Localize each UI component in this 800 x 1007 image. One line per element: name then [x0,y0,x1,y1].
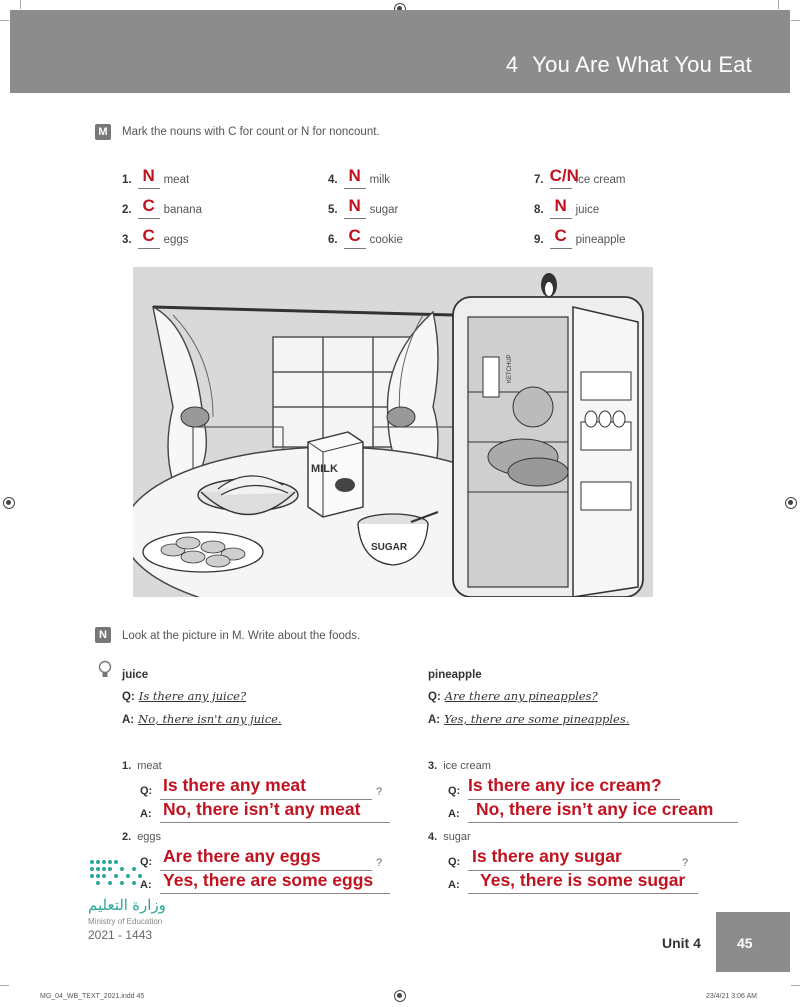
noun-item [328,168,390,188]
noun-word: sugar [369,204,399,216]
noun-answer: C/N [549,166,579,185]
noun-word: milk [369,174,391,186]
page-number-box [716,912,790,972]
answer-blank [550,228,572,249]
noun-answer: C [348,226,361,245]
a-label: A: [140,808,152,820]
answer-blank [344,198,366,219]
noun-item [534,228,625,248]
answer-line [160,893,390,894]
unit-title: You Are What You Eat [532,52,752,77]
crop-mark [791,985,800,986]
noun-answer: N [348,196,361,215]
noun-number: 8. [534,204,544,216]
q-label: Q: [140,785,153,797]
noun-item [122,228,189,248]
answer-blank [138,228,160,249]
crop-mark [0,20,9,21]
crop-mark [791,20,800,21]
answer-question: Is there any sugar [472,846,622,866]
noun-answer: C [142,196,155,215]
crop-mark [778,0,779,9]
unit-number: 4 [505,52,519,77]
answer-question: Is there any ice cream? [468,775,662,795]
noun-word: ice cream [575,174,626,186]
noun-answer: C [142,226,155,245]
noun-answer: N [142,166,155,185]
noun-number: 9. [534,234,544,246]
question-mark: ? [376,857,383,869]
question-mark: ? [682,857,689,869]
section-n-badge: N [95,627,111,643]
answer-blank [344,228,366,249]
noun-word: cookie [369,234,403,246]
ministry-english: Ministry of Education [88,917,163,926]
answer-sentence: Yes, there are some eggs [163,870,374,890]
noun-item [534,168,625,188]
answer-blank [138,168,160,189]
ministry-year: 2021 - 1443 [88,928,153,942]
answer-question: Are there any eggs [163,846,321,866]
noun-item [328,198,398,218]
noun-number: 2. [122,204,132,216]
q-label: Q: [140,856,153,868]
q-label: Q: [448,785,461,797]
ministry-arabic: وزارة التعليم [88,897,166,914]
footer-unit: Unit 4 [662,935,701,951]
answer-line [468,893,698,894]
answer-question: Is there any meat [163,775,306,795]
exercise-item-label: 4. sugar [428,831,471,843]
noun-item [122,198,202,218]
section-m-instruction: Mark the nouns with C for count or N for noncount. [122,126,380,138]
noun-number: 5. [328,204,338,216]
ketchup-label: KETCHUP [507,354,513,383]
registration-mark-icon [3,497,15,509]
exercise-item-label: 2. eggs [122,831,162,843]
a-label: A: [448,808,460,820]
noun-word: pineapple [575,234,626,246]
example-word: pineapple [428,669,482,681]
example-question: Is there any juice? [138,689,247,703]
noun-word: banana [163,204,202,216]
example-word: juice [122,669,149,681]
example-answer: No, there isn't any juice. [138,712,282,726]
page-number: 45 [737,935,753,951]
noun-number: 7. [534,174,544,186]
sugar-label: SUGAR [371,542,408,553]
noun-item [328,228,403,248]
noun-number: 3. [122,234,132,246]
noun-number: 1. [122,174,132,186]
registration-mark-icon [785,497,797,509]
example-question-row: Q: Are there any pineapples? [428,689,598,703]
page-title [506,52,752,78]
print-date: 23/4/21 3:06 AM [706,993,757,1000]
example-answer: Yes, there are some pineapples. [444,712,630,726]
refrigerator [453,273,643,597]
crop-mark [20,0,21,9]
example-answer-row: A: No, there isn't any juice. [122,712,282,726]
answer-blank [549,166,579,189]
answer-line [468,822,738,823]
ministry-logo-icon [88,856,158,892]
kitchen-picture [133,267,653,597]
answer-blank [344,168,366,189]
exercise-item-label: 1. meat [122,760,162,772]
noun-answer: N [554,196,567,215]
noun-item [534,198,599,218]
answer-blank [138,198,160,219]
example-answer-row: A: Yes, there are some pineapples. [428,712,630,726]
noun-answer: N [348,166,361,185]
registration-mark-icon [394,990,406,1002]
answer-sentence: Yes, there is some sugar [480,870,686,890]
noun-word: eggs [163,234,189,246]
section-m-badge: M [95,124,111,140]
noun-word: meat [163,174,190,186]
milk-label: MILK [311,463,338,475]
noun-word: juice [575,204,600,216]
file-name: MG_04_WB_TEXT_2021.indd 45 [40,993,145,1000]
answer-line [160,822,390,823]
noun-number: 4. [328,174,338,186]
question-mark: ? [376,786,383,798]
lightbulb-icon [98,660,112,680]
a-label: A: [448,879,460,891]
crop-mark [0,985,9,986]
a-label: A: [140,879,152,891]
noun-answer: C [554,226,567,245]
exercise-item-label: 3. ice cream [428,760,491,772]
answer-sentence: No, there isn’t any ice cream [476,799,714,819]
answer-blank [550,198,572,219]
q-label: Q: [448,856,461,868]
noun-item [122,168,189,188]
answer-sentence: No, there isn’t any meat [163,799,361,819]
milk-carton [308,432,363,517]
example-question: Are there any pineapples? [444,689,598,703]
example-question-row: Q: Is there any juice? [122,689,247,703]
noun-number: 6. [328,234,338,246]
section-n-instruction: Look at the picture in M. Write about the foods. [122,630,361,642]
